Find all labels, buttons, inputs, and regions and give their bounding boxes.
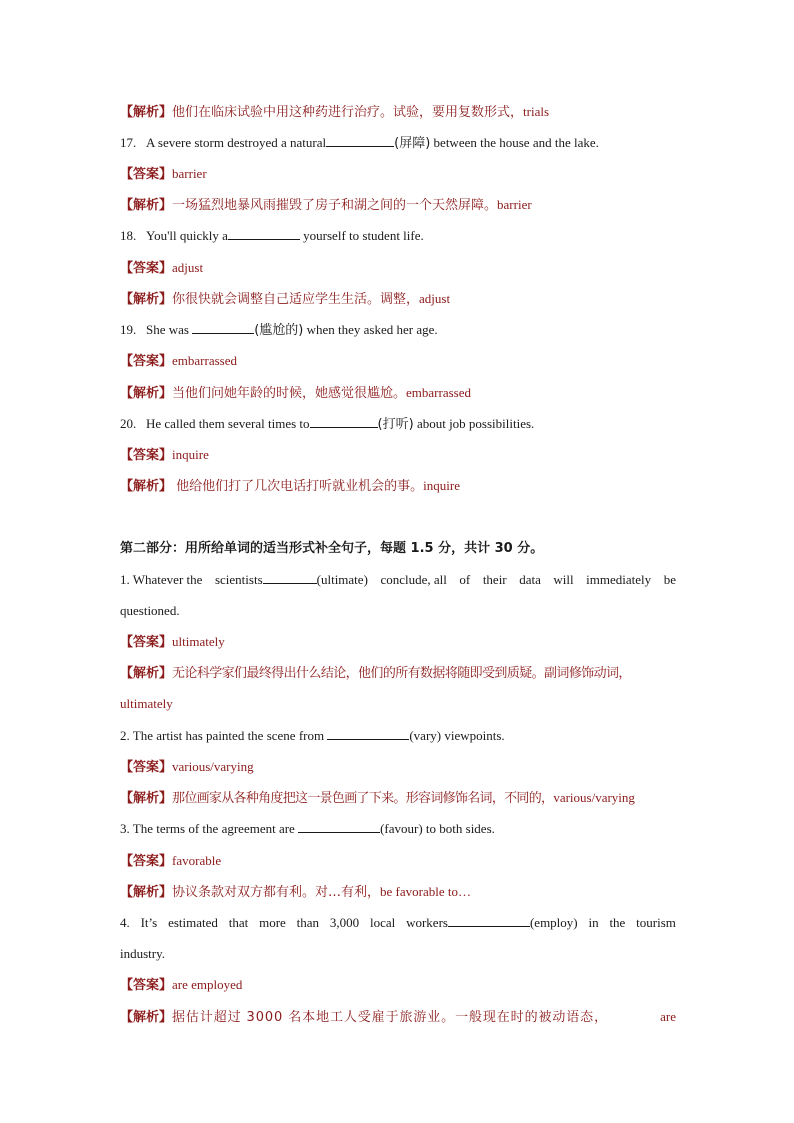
analysis-text-cn: 你很快就会调整自己适应学生生活。调整， [172,292,420,307]
analysis-text-en: be favorable to… [380,884,471,899]
word: more [259,915,286,930]
answer-blank[interactable] [228,227,300,240]
question-text-before: 2. The artist has painted the scene from [120,728,328,743]
question-text-before: 3. The terms of the agreement are [120,821,299,836]
analysis-text-cn: 无论科学家们最终得出什么结论，他们的所有数据将随即受到质疑。副词修饰动词， [172,666,631,681]
analysis-text-en: various/varying [553,790,635,805]
analysis-text-en: barrier [497,197,532,212]
analysis-tag: 【解析】 [120,666,173,681]
q17-answer [120,165,676,183]
analysis-text-cn: 据估计超过 3000 名本地工人受雇于旅游业。一般现在时的被动语态， [172,1010,608,1025]
word: than [296,915,320,930]
word: scientists [214,572,263,587]
part2-question-4-line2: industry. [120,946,166,961]
word: in [588,915,599,930]
word: of [459,572,471,587]
q20-analysis [120,477,676,495]
analysis-tag: 【解析】 [120,292,173,307]
hint-word: (employ) [529,915,578,930]
q19-analysis [120,384,676,402]
analysis-tag: 【解析】 [120,105,173,120]
analysis-text-en: inquire [423,478,460,493]
analysis-tag: 【解析】 [120,386,173,401]
question-text-after: when they asked her age. [303,322,438,337]
answer-tag: 【答案】 [120,760,173,775]
q19-answer [120,352,676,370]
part2-q1-answer [120,633,676,651]
chinese-hint: (尴尬的) [254,323,304,338]
question-text-before: You'll quickly a [146,228,228,243]
answer-text: inquire [172,447,209,462]
section-heading: 第二部分：用所给单词的适当形式补全句子，每题 1.5 分，共计 30 分。 [120,541,544,556]
answer-blank[interactable] [310,415,378,428]
word: 4. [120,915,130,930]
question-text-after: yourself to student life. [299,228,424,243]
answer-text: barrier [172,166,207,181]
part2-q4-analysis [120,1008,676,1026]
part2-question-4 [120,914,676,932]
question-text-before: She was [146,322,193,337]
word: local [369,915,396,930]
answer-tag: 【答案】 [120,354,173,369]
answer-text: various/varying [172,759,254,774]
analysis-tag: 【解析】 [120,479,173,494]
part2-q2-analysis [120,789,676,807]
word: immediately [586,572,652,587]
question-number: 19. [120,322,137,337]
answer-text: are employed [172,977,243,992]
analysis-text-cn: 当他们问她年龄的时候，她感觉很尴尬。 [172,386,407,401]
question-text-after: between the house and the lake. [430,135,599,150]
q18-answer [120,259,676,277]
analysis-tag: 【解析】 [120,885,173,900]
question-text-before: He called them several times to [146,416,310,431]
analysis-text-en: adjust [419,291,451,306]
answer-blank[interactable] [298,820,380,833]
hint-word: (ultimate) [316,572,368,587]
word: workers [406,915,448,930]
analysis-text-cn: 协议条款对双方都有利。对…有利， [172,885,381,900]
q20-answer [120,446,676,464]
answer-text: favorable [172,853,222,868]
chinese-hint: (屏障) [394,136,431,151]
question-19 [120,321,676,339]
q18-analysis [120,290,676,308]
analysis-group [120,1008,608,1026]
analysis-text-cn: 他给他们打了几次电话打听就业机会的事。 [172,479,424,494]
question-number: 17. [120,135,137,150]
question-20 [120,415,676,433]
question-text-after: (favour) to both sides. [380,821,495,836]
word: be [663,572,676,587]
q16-analysis [120,103,676,121]
word: 3,000 [329,915,360,930]
answer-text: ultimately [172,634,225,649]
answer-text: adjust [172,260,204,275]
answer-tag: 【答案】 [120,854,173,869]
analysis-tag: 【解析】 [120,198,173,213]
answer-blank[interactable] [263,571,317,584]
word: that [228,915,249,930]
word: will [553,572,574,587]
analysis-text-cn: 那位画家从各种角度把这一景色画了下来。形容词修饰名词，不同的， [172,791,554,806]
part2-q1-analysis [120,664,676,682]
part2-q3-analysis [120,883,676,901]
analysis-tag: 【解析】 [120,1010,173,1025]
word: data [519,572,541,587]
answer-blank[interactable] [448,914,530,927]
part2-q2-answer [120,758,676,776]
answer-tag: 【答案】 [120,167,173,182]
analysis-text-cn: 一场猛烈地暴风雨摧毁了房子和湖之间的一个天然屏障。 [172,198,498,213]
answer-text: embarrassed [172,353,237,368]
analysis-tag: 【解析】 [120,791,173,806]
part2-q1-analysis-line2: ultimately [120,696,173,711]
q17-analysis [120,196,676,214]
word: their [482,572,507,587]
analysis-text-en: trials [523,104,550,119]
part2-question-2 [120,727,676,745]
part2-q3-answer [120,852,676,870]
question-number: 20. [120,416,137,431]
answer-tag: 【答案】 [120,448,173,463]
word: conclude, all [380,572,447,587]
word: estimated [168,915,218,930]
answer-tag: 【答案】 [120,635,173,650]
word-group [406,914,578,932]
word: tourism [636,915,676,930]
part2-q4-answer [120,976,676,994]
question-number: 18. [120,228,137,243]
question-17 [120,134,676,152]
word: It’s [140,915,158,930]
word: the [609,915,626,930]
answer-blank[interactable] [327,727,409,740]
question-18 [120,227,676,245]
answer-blank[interactable] [326,134,394,147]
question-text-after: (vary) viewpoints. [409,728,505,743]
answer-tag: 【答案】 [120,261,173,276]
word: 1. Whatever the [120,572,203,587]
analysis-text-en: embarrassed [406,385,471,400]
part2-question-3 [120,820,676,838]
analysis-text-en: are [660,1009,676,1024]
part2-question-1-line2: questioned. [120,603,180,618]
question-text-before: A severe storm destroyed a natural [146,135,327,150]
chinese-hint: (打听) [377,417,414,432]
answer-blank[interactable] [192,321,254,334]
word-group [215,571,368,589]
part2-question-1 [120,571,676,589]
analysis-text-cn: 他们在临床试验中用这种药进行治疗。试验，要用复数形式， [172,105,524,120]
question-text-after: about job possibilities. [413,416,535,431]
answer-tag: 【答案】 [120,978,173,993]
